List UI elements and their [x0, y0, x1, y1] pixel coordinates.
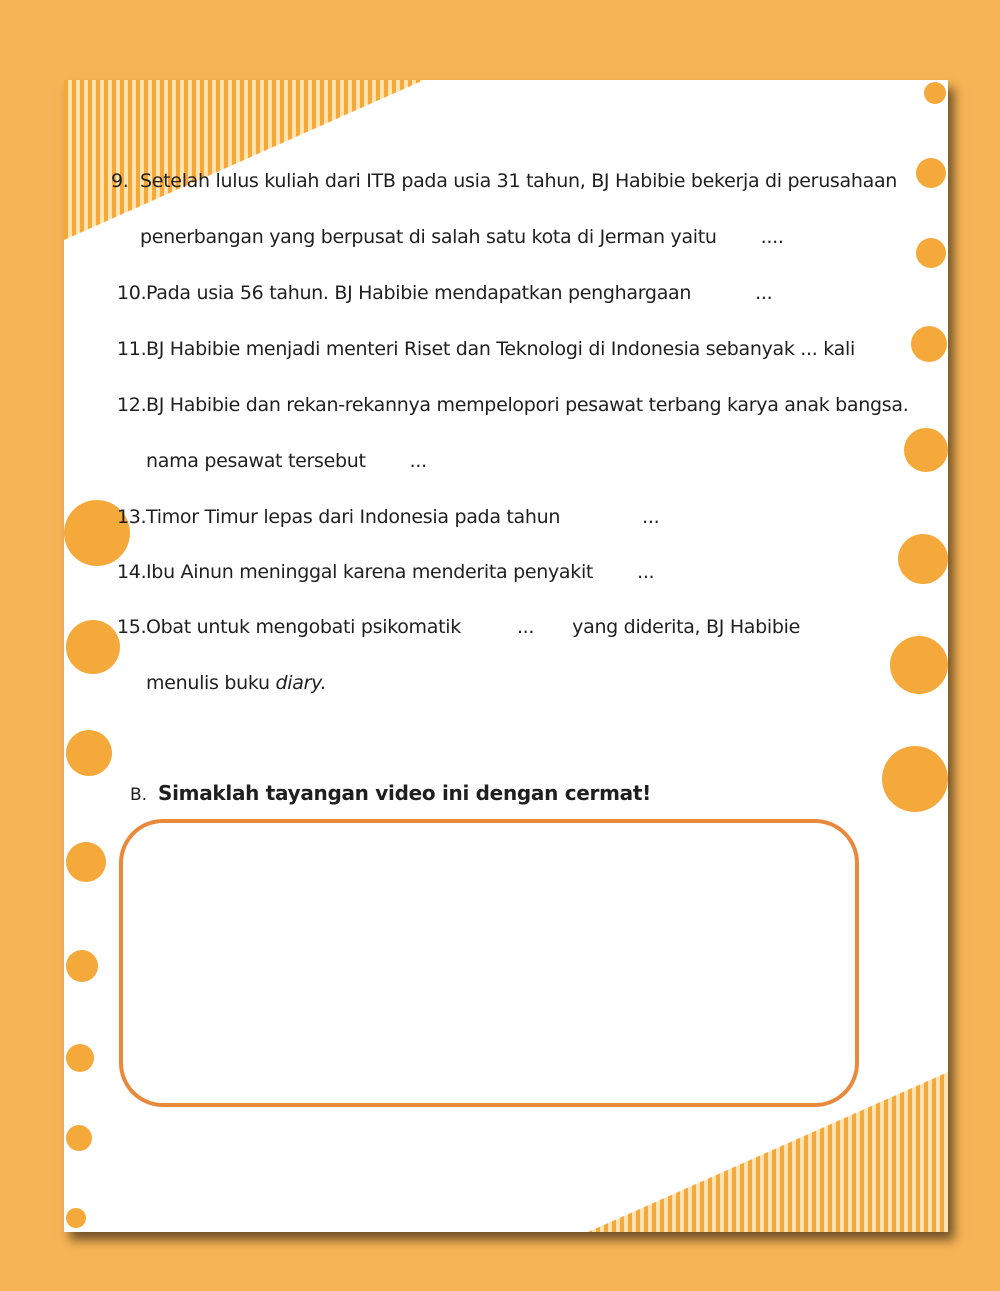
question-text-continued: menulis buku — [146, 672, 270, 694]
question-text: BJ Habibie menjadi menteri Riset dan Teknologi di Indonesia sebanyak ... kali — [146, 338, 855, 360]
decor-dot — [916, 158, 946, 188]
question-15 — [117, 616, 800, 638]
decor-dot — [66, 1208, 86, 1228]
question-12 — [117, 394, 908, 416]
question-14 — [117, 561, 654, 583]
answer-blank[interactable]: ... — [516, 616, 535, 638]
question-text: Pada usia 56 tahun. BJ Habibie mendapatkan penghargaan — [146, 282, 692, 304]
decor-dot — [66, 1044, 94, 1072]
question-number: 13. — [117, 506, 147, 528]
question-10 — [117, 282, 772, 304]
question-12-continuation — [146, 450, 427, 472]
decor-dot — [890, 636, 948, 694]
answer-blank[interactable]: ... — [755, 282, 773, 304]
italic-word: diary. — [275, 672, 327, 694]
decor-dot — [66, 950, 98, 982]
decor-dot — [66, 620, 120, 674]
section-letter: B. — [130, 785, 148, 805]
question-text-continued: penerbangan yang berpusat di salah satu kota di Jerman yaitu — [140, 226, 717, 248]
decor-dot — [66, 730, 112, 776]
decor-dot — [898, 534, 948, 584]
decor-dot — [904, 428, 948, 472]
answer-blank[interactable]: ... — [637, 561, 655, 583]
question-text: Timor Timur lepas dari Indonesia pada tahun — [146, 506, 561, 528]
question-15-continuation — [146, 672, 326, 694]
corner-stripe-top-left — [64, 80, 424, 240]
decor-dot — [911, 326, 947, 362]
question-number: 15. — [117, 616, 147, 638]
question-number: 14. — [117, 561, 147, 583]
answer-blank[interactable]: .... — [760, 226, 784, 248]
question-text: Setelah lulus kuliah dari ITB pada usia 31 tahun, BJ Habibie bekerja di perusahaan — [140, 170, 898, 192]
decor-dot — [916, 238, 946, 268]
question-text: Ibu Ainun meninggal karena menderita penyakit — [146, 561, 594, 583]
decor-dot — [66, 1125, 92, 1151]
decor-dot — [66, 842, 106, 882]
answer-blank[interactable]: ... — [642, 506, 660, 528]
answer-blank[interactable]: ... — [409, 450, 427, 472]
question-13 — [117, 506, 659, 528]
video-frame[interactable] — [119, 819, 859, 1107]
question-text: BJ Habibie dan rekan-rekannya mempelopori pesawat terbang karya anak bangsa. — [146, 394, 909, 416]
question-text: Obat untuk mengobati psikomatik — [146, 616, 461, 638]
question-number: 10. — [117, 282, 147, 304]
question-11 — [117, 338, 855, 360]
question-number: 12. — [117, 394, 147, 416]
question-9-continuation — [140, 226, 784, 248]
decor-dot — [924, 82, 946, 104]
question-number: 9. — [111, 170, 129, 192]
question-9 — [111, 170, 897, 192]
question-number: 11. — [117, 338, 147, 360]
question-text-after: yang diderita, BJ Habibie — [572, 616, 801, 638]
section-title: Simaklah tayangan video ini dengan cermat! — [158, 781, 651, 805]
question-text-continued: nama pesawat tersebut — [146, 450, 366, 472]
decor-dot — [882, 746, 948, 812]
